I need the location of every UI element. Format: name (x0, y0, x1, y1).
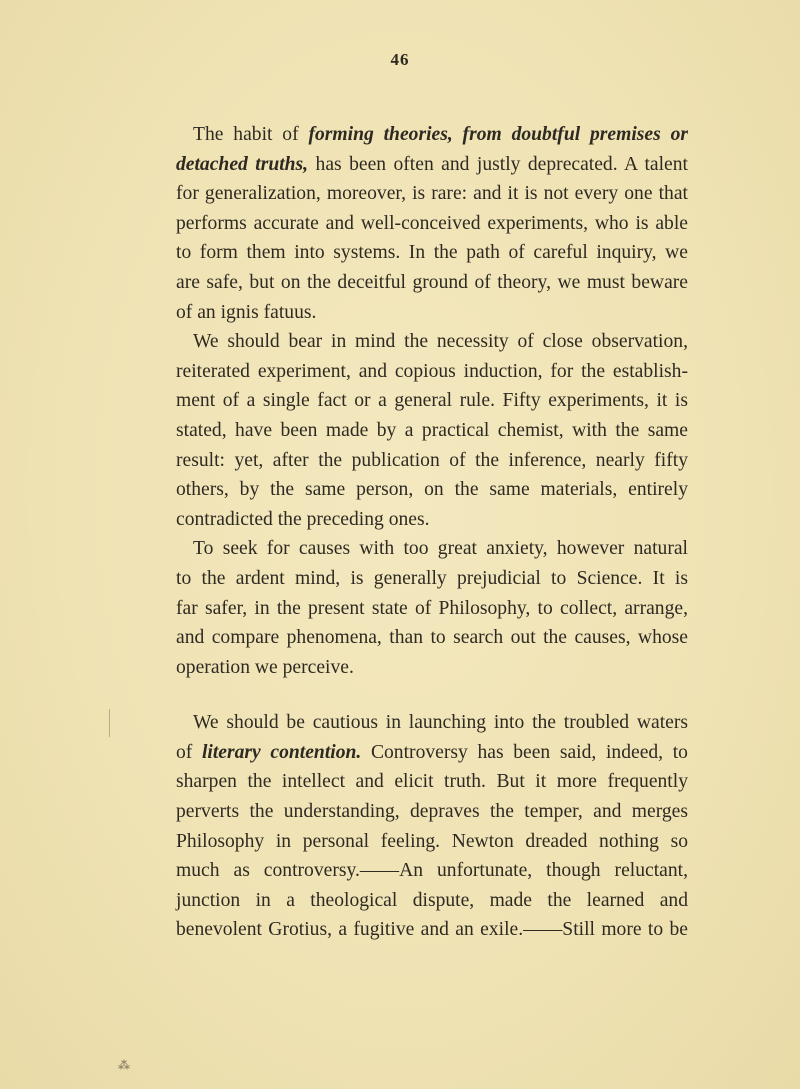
paragraph-1 (176, 120, 688, 327)
text-line: ment of a single fact or a general rule. Fifty experiments, it is (176, 390, 688, 412)
text-line: far safer, in the present state of Philosophy, to collect, arrange, (176, 597, 688, 619)
emphasis-text: detached truths, (176, 153, 309, 175)
text-line: Philosophy in personal feeling. Newton dreaded nothing so (176, 830, 688, 852)
text-line: of literary contention. Controversy has been said, indeed, to (176, 741, 688, 763)
paper-speck: ⁂ (118, 1058, 130, 1072)
text-line: of an ignis fatuus. (176, 301, 317, 323)
emphasis-text: literary contention. (201, 741, 362, 763)
margin-mark (109, 709, 110, 737)
text-line: We should be cautious in launching into the troubled waters (193, 712, 688, 734)
text-line: and compare phenomena, than to search out the causes, whose (176, 627, 688, 649)
text-line: performs accurate and well-conceived experiments, who is able (176, 212, 688, 234)
paragraph-4 (176, 708, 688, 945)
text-line: for generalization, moreover, is rare: and it is not every one that (176, 183, 688, 205)
text-line: The habit of forming theories, from doubtful premises or (193, 124, 688, 145)
text-line: are safe, but on the deceitful ground of theory, we must beware (176, 271, 688, 293)
paragraph-3 (176, 534, 688, 682)
page-number: 46 (390, 50, 410, 69)
text-line: junction in a theological dispute, made the learned and (176, 889, 688, 911)
text-line: stated, have been made by a practical chemist, with the same (176, 419, 688, 441)
body-text (176, 120, 688, 945)
text-line: sharpen the intellect and elicit truth. But it more frequently (176, 771, 688, 793)
paragraph-gap (176, 682, 688, 708)
text-line: reiterated experiment, and copious induction, for the establish- (176, 360, 688, 382)
text-line: To seek for causes with too great anxiety, however natural (193, 538, 688, 560)
text-line: perverts the understanding, depraves the temper, and merges (176, 801, 688, 823)
text-line: others, by the same person, on the same materials, entirely (176, 479, 688, 501)
text-line: benevolent Grotius, a fugitive and an exile.——Still more to be (176, 919, 688, 941)
text-line: to the ardent mind, is generally prejudicial to Science. It is (176, 567, 688, 589)
paragraph-2 (176, 327, 688, 534)
emphasis-text: forming theories, from doubtful premises or (308, 124, 688, 145)
text-line: We should bear in mind the necessity of close observation, (193, 331, 688, 353)
text-line: to form them into systems. In the path of careful inquiry, we (176, 242, 688, 264)
text-line: contradicted the preceding ones. (176, 508, 430, 530)
text-line: result: yet, after the publication of the inference, nearly fifty (176, 449, 688, 471)
text-line: operation we perceive. (176, 656, 354, 678)
text-line: much as controversy.——An unfortunate, though reluctant, (176, 860, 688, 882)
text-line: detached truths, has been often and justly deprecated. A talent (176, 153, 688, 175)
